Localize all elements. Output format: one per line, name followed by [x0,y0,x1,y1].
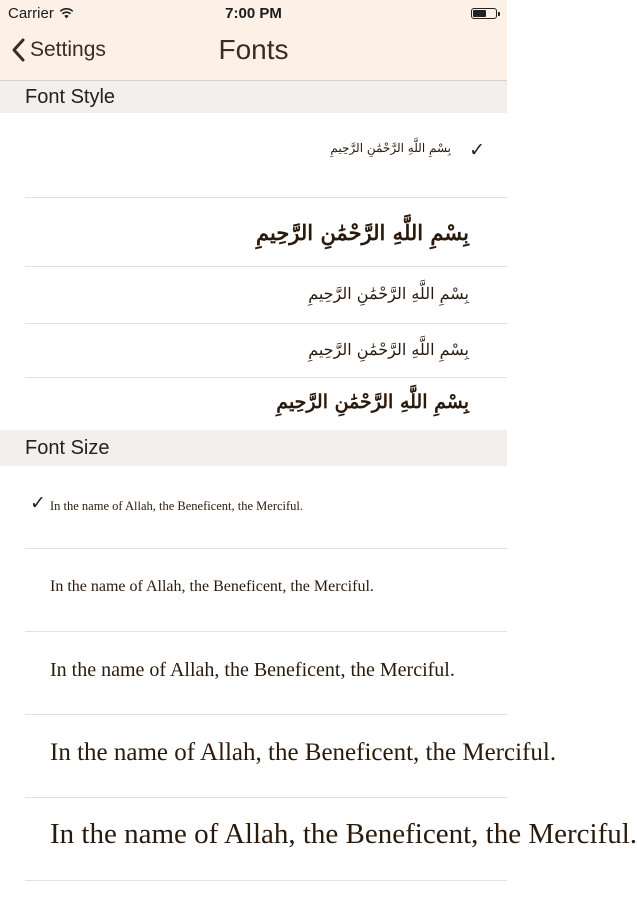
clock: 7:00 PM [225,5,282,22]
font-size-option[interactable] [0,715,557,797]
font-style-option[interactable] [0,378,507,430]
section-header-font-size: Font Size [0,430,507,466]
font-style-sample: بِسْمِ اللَّهِ الرَّحْمَٰنِ الرَّحِيمِ [308,340,469,359]
page-title: Fonts [218,34,289,65]
carrier-label: Carrier [8,5,54,22]
font-style-sample: بِسْمِ اللَّهِ الرَّحْمَٰنِ الرَّحِيمِ [276,391,469,413]
check-icon: ✓ [30,493,46,514]
font-size-option[interactable] [0,632,507,714]
font-size-option[interactable] [0,798,637,880]
navigation-bar [0,28,507,81]
font-size-sample: In the name of Allah, the Beneficent, the Merciful. [50,578,374,595]
battery-icon [471,8,497,19]
font-size-sample: In the name of Allah, the Beneficent, the Merciful. [50,818,637,850]
font-style-sample: بِسْمِ اللَّهِ الرَّحْمَٰنِ الرَّحِيمِ [308,284,469,303]
font-size-sample: In the name of Allah, the Beneficent, the Merciful. [50,739,557,766]
font-size-option[interactable] [0,549,507,631]
font-size-sample: In the name of Allah, the Beneficent, the Merciful. [50,659,455,681]
font-size-sample: In the name of Allah, the Beneficent, the Merciful. [50,499,304,513]
font-style-sample: بِسْمِ اللَّهِ الرَّحْمَٰنِ الرَّحِيمِ [256,220,469,245]
font-style-sample: بِسْمِ اللَّهِ الرَّحْمَٰنِ الرَّحِيمِ [330,141,451,155]
check-icon: ✓ [469,140,485,161]
back-button-label: Settings [30,38,106,61]
status-bar [0,0,507,28]
font-style-option[interactable] [0,198,507,266]
font-style-option[interactable] [0,324,507,377]
divider [25,880,507,881]
font-style-option[interactable] [0,113,507,197]
section-header-font-style: Font Style [0,81,507,113]
font-size-option[interactable] [0,466,507,548]
font-style-option[interactable] [0,267,507,323]
